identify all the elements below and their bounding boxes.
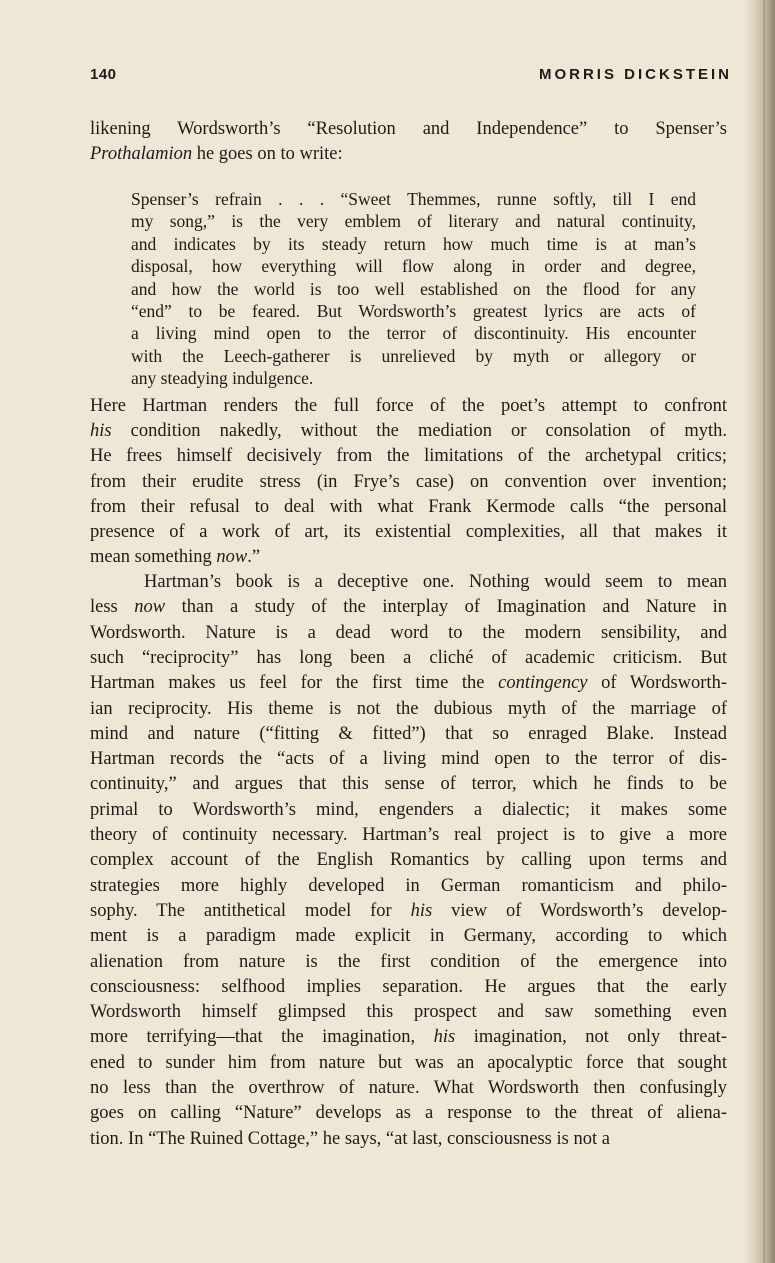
text-line: Prothalamion he goes on to write:	[90, 144, 343, 164]
text-line: Hartman records the “acts of a living mind open to the terror of dis-	[90, 749, 727, 770]
page-number: 140	[90, 66, 117, 83]
page-header	[90, 62, 732, 92]
text-line: mean something now.”	[90, 547, 261, 568]
running-head: MORRIS DICKSTEIN	[538, 66, 732, 83]
text-line: ian reciprocity. His theme is not the dubious myth of the marriage of	[90, 698, 727, 719]
text-line: ment is a paradigm made explicit in Germany, according to which	[90, 926, 727, 947]
text-line: consciousness: selfhood implies separation. He argues that the early	[90, 976, 727, 997]
quote-line: and indicates by its steady return how much time is at man’s	[131, 233, 696, 254]
text-line: primal to Wordsworth’s mind, engenders a dialectic; it makes some	[90, 799, 727, 820]
text-line: more terrifying—that the imagination, his imagination, not only threat-	[90, 1027, 727, 1048]
text-line: continuity,” and argues that this sense of terror, which he finds to be	[90, 774, 727, 795]
text-line: no less than the overthrow of nature. What Wordsworth then confusingly	[90, 1078, 727, 1098]
text-line: sophy. The antithetical model for his view of Wordsworth’s develop-	[90, 900, 727, 921]
text-line: his condition nakedly, without the mediation or consolation of myth.	[90, 421, 727, 442]
text-line: ened to sunder him from nature but was an apocalyptic force that sought	[90, 1052, 727, 1073]
text-line: Wordsworth himself glimpsed this prospect and saw something even	[90, 1002, 727, 1023]
quote-line: a living mind open to the terror of discontinuity. His encounter	[131, 323, 696, 344]
text-line: strategies more highly developed in German romanticism and philo-	[90, 875, 727, 896]
text-line: complex account of the English Romantics by calling upon terms and	[90, 850, 727, 871]
text-line: tion. In “The Ruined Cottage,” he says, “at last, consciousness is not a	[90, 1128, 610, 1149]
text-line: presence of a work of art, its existential complexities, all that makes it	[90, 522, 727, 542]
text-line: Here Hartman renders the full force of the poet’s attempt to confront	[90, 396, 727, 416]
quote-line: with the Leech-gatherer is unrelieved by myth or allegory or	[131, 345, 696, 366]
quote-line: Spenser’s refrain . . . “Sweet Themmes, runne softly, till I end	[131, 189, 696, 209]
text-line: Hartman makes us feel for the first time the contingency of Wordsworth-	[90, 673, 727, 694]
quote-line: “end” to be feared. But Wordsworth’s greatest lyrics are acts of	[131, 301, 696, 321]
text-line: from their refusal to deal with what Frank Kermode calls “the personal	[90, 496, 727, 517]
quote-line: my song,” is the very emblem of literary and natural continuity,	[131, 211, 696, 232]
page-edge-shadow	[743, 0, 775, 1263]
text-line: likening Wordsworth’s “Resolution and Independence” to Spenser’s	[90, 119, 727, 139]
quote-line: any steadying indulgence.	[131, 368, 314, 389]
text-line: mind and nature (“fitting & fitted”) that so enraged Blake. Instead	[90, 723, 727, 744]
text-line: He frees himself decisively from the limitations of the archetypal critics;	[90, 446, 727, 467]
quote-line: disposal, how everything will flow along in order and degree,	[131, 256, 696, 277]
text-line: alienation from nature is the first condition of the emergence into	[90, 951, 727, 972]
text-line: goes on calling “Nature” develops as a response to the threat of aliena-	[90, 1103, 727, 1124]
text-line: Hartman’s book is a deceptive one. Nothing would seem to mean	[144, 572, 727, 592]
text-line: theory of continuity necessary. Hartman’s real project is to give a more	[90, 825, 727, 845]
text-line: less now than a study of the interplay of Imagination and Nature in	[90, 597, 727, 618]
text-line: from their erudite stress (in Frye’s case) on convention over invention;	[90, 471, 727, 492]
page-edge-line	[763, 0, 765, 1263]
text-line: such “reciprocity” has long been a cliché of academic criticism. But	[90, 647, 727, 668]
quote-line: and how the world is too well established on the flood for any	[131, 278, 696, 299]
text-line: Wordsworth. Nature is a dead word to the modern sensibility, and	[90, 622, 727, 643]
